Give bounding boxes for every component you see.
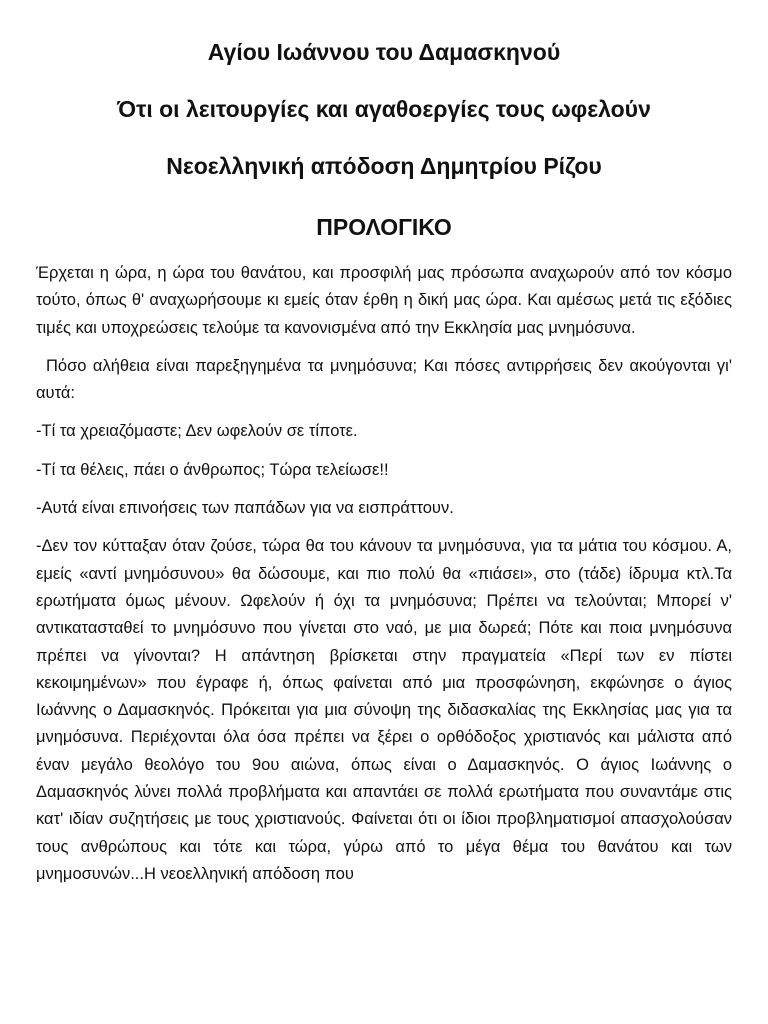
paragraph-objection-2: -Τί τα θέλεις, πάει ο άνθρωπος; Τώρα τελείωσε!!	[36, 460, 389, 479]
document-subtitle: Ότι οι λειτουργίες και αγαθοεργίες τους ωφελούν	[117, 96, 651, 122]
title-block	[36, 37, 732, 181]
translator-credit: Νεοελληνική απόδοση Δημητρίου Ρίζου	[166, 153, 602, 179]
paragraph-intro: Έρχεται η ώρα, η ώρα του θανάτου, και προσφιλή μας πρόσωπα αναχωρούν από τον κόσμο τούτο, όπως θ' αναχωρήσουμε κι εμείς όταν έρθη η δική μας ώρα. Και αμέσως μετά τις εξόδιες τιμές και υποχρεώσεις τελούμε τα κανονισμένα από την Εκκλησία μας μνημόσυνα.	[36, 264, 732, 337]
paragraph-objection-1: -Τί τα χρειαζόμαστε; Δεν ωφελούν σε τίποτε.	[36, 422, 358, 441]
section-heading: ΠΡΟΛΟΓΙΚΟ	[316, 214, 452, 240]
paragraph-body: -Δεν τον κύτταξαν όταν ζούσε, τώρα θα του κάνουν τα μνημόσυνα, για τα μάτια του κόσμου. Α, εμείς «αντί μνημόσυνου» θα δώσουμε, και πιο πολύ θα «πιάσει», στο (τάδε) ίδρυμα κτλ.Τα ερωτήματα όμως μένουν. Ωφελούν ή όχι τα μνημόσυνα; Πρέπει να τελούνται; Μπορεί ν' αντικατασταθεί το μνημόσυνο που γίνεται στο ναό, με μια δωρεά; Πότε και ποια μνημόσυνα πρέπει να γίνονται? Η απάντηση βρίσκεται στην πραγματεία «Περί των εν πίστει κεκοιμημένων» που έγραφε ή, όπως φαίνεται από μια προσφώνηση, εκφώνησε ο άγιος Ιωάννης ο Δαμασκηνός. Πρόκειται για μια σύνοψη της διδασκαλίας της Εκκλησίας μας για τα μνημόσυνα. Περιέχονται όλα όσα πρέπει να ξέρει ο ορθόδοξος χριστιανός και μάλιστα από έναν μεγάλο θεολόγο του 9ου αιώνα, όπως είναι ο Δαμασκηνός. Ο άγιος Ιωάννης ο Δαμασκηνός λύνει πολλά προβλήματα και απαντάει σε πολλά ερωτήματα που συναντάμε στις κατ' ιδίαν συζητήσεις με τους χριστιανούς. Φαίνεται ότι οι ίδιοι προβληματισμοί απασχολούσαν τους ανθρώπους και τότε και τώρα, γύρω από το μέγα θέμα του θανάτου και των μνημοσυνών...Η νεοελληνική απόδοση που	[36, 537, 732, 883]
document-title: Αγίου Ιωάννου του Δαμασκηνού	[207, 39, 561, 65]
paragraph-objection-3: -Αυτά είναι επινοήσεις των παπάδων για να εισπράττουν.	[36, 499, 454, 518]
paragraph-question: Πόσο αλήθεια είναι παρεξηγημένα τα μνημόσυνα; Και πόσες αντιρρήσεις δεν ακούγονται γι' αυτά:	[36, 356, 732, 403]
